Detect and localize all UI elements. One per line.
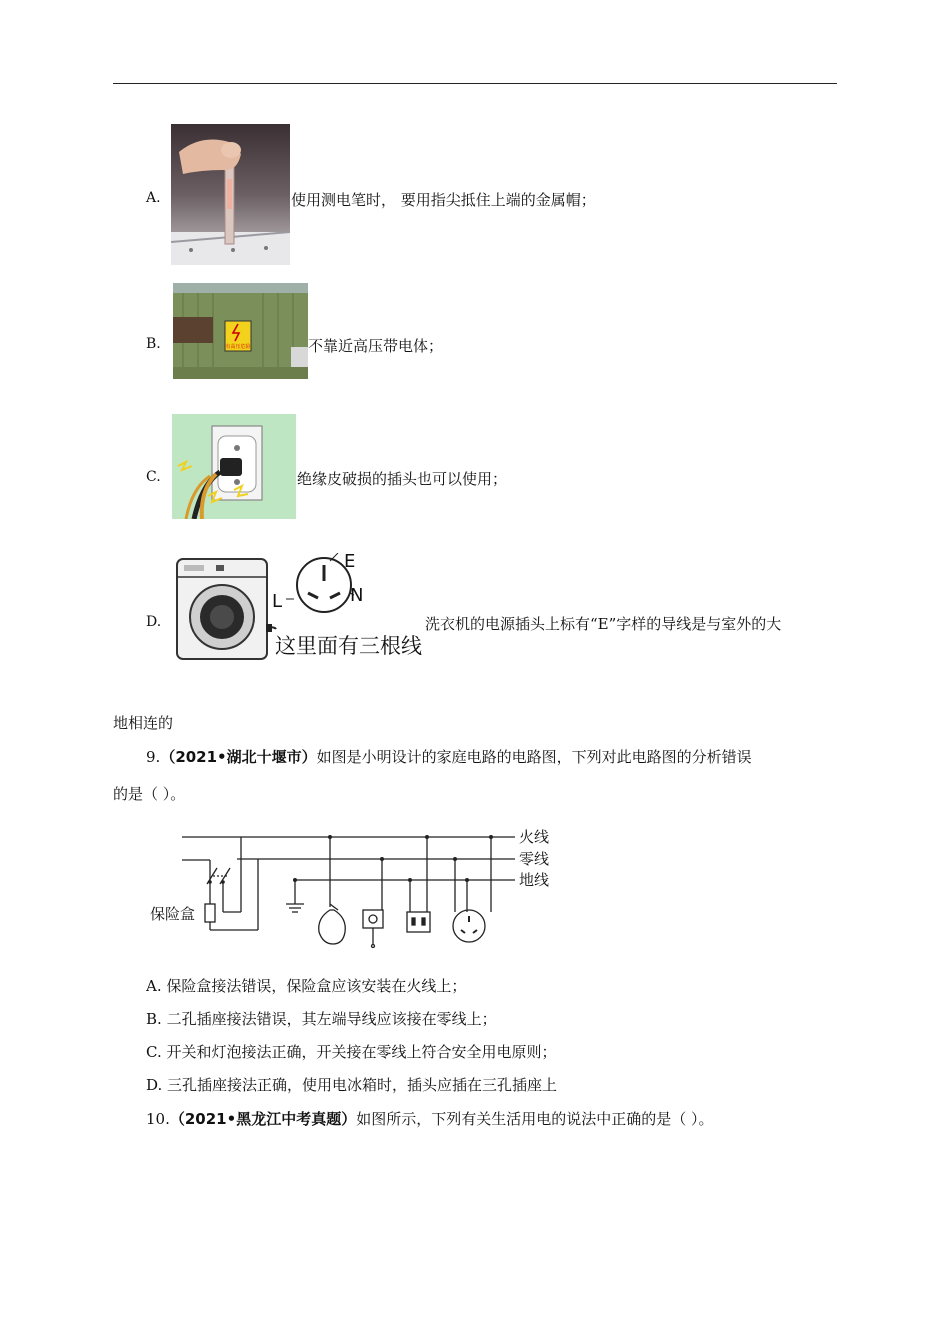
- hv-sign-text: 有高压危险: [225, 344, 251, 350]
- washing-machine-diagram: [172, 553, 424, 663]
- household-circuit-diagram: [145, 822, 560, 957]
- question-9-stem: [146, 746, 752, 767]
- option-b-text: 不靠近高压带电体；: [308, 337, 444, 355]
- label-fuse-box: 保险盒: [150, 905, 196, 923]
- question-9-option-b: B. 二孔插座接法错误，其左端导线应该接在零线上；: [146, 1010, 497, 1028]
- option-b-letter: B.: [146, 336, 161, 352]
- label-e: E: [344, 553, 356, 572]
- option-d-letter: D.: [146, 614, 162, 630]
- option-d-text: 洗衣机的电源插头上标有“E”字样的导线是与室外的大: [425, 615, 782, 633]
- option-a-letter: A.: [146, 190, 161, 206]
- label-n: N: [350, 585, 364, 606]
- label-zero-line: 零线: [519, 850, 550, 868]
- question-10-source: （2021•黑龙江中考真题）: [169, 1110, 357, 1128]
- washer-caption: 这里面有三根线: [275, 634, 422, 658]
- question-9-source: （2021•湖北十堰市）: [160, 748, 317, 766]
- question-10-stem-text: 如图所示，下列有关生活用电的说法中正确的是（ ）。: [356, 1110, 714, 1128]
- question-10-stem: [146, 1108, 713, 1129]
- header-rule: [113, 83, 837, 84]
- label-fire-line: 火线: [519, 828, 550, 846]
- question-10-number: 10.: [146, 1110, 170, 1128]
- option-a-text: 使用测电笔时， 要用指尖抵住上端的金属帽；: [291, 191, 596, 209]
- label-ground-line: 地线: [519, 871, 550, 889]
- option-c-text: 绝缘皮破损的插头也可以使用；: [297, 470, 508, 488]
- label-l: L: [272, 591, 283, 612]
- question-9-option-c: C. 开关和灯泡接法正确，开关接在零线上符合安全用电原则；: [146, 1043, 557, 1061]
- high-voltage-photo: [173, 283, 308, 379]
- question-9-stem-line1: 如图是小明设计的家庭电路的电路图，下列对此电路图的分析错误: [316, 748, 752, 766]
- test-pen-photo: [171, 124, 290, 265]
- option-c-letter: C.: [146, 469, 161, 485]
- question-9-option-a: A. 保险盒接法错误，保险盒应该安装在火线上；: [146, 977, 467, 995]
- socket-illustration: [172, 414, 296, 519]
- question-9-number: 9.: [146, 748, 161, 766]
- question-9-stem-line2: 的是（ ）。: [113, 785, 186, 803]
- question-9-option-d: D. 三孔插座接法正确，使用电冰箱时，插头应插在三孔插座上: [146, 1076, 558, 1094]
- option-d-continuation: 地相连的: [113, 714, 174, 732]
